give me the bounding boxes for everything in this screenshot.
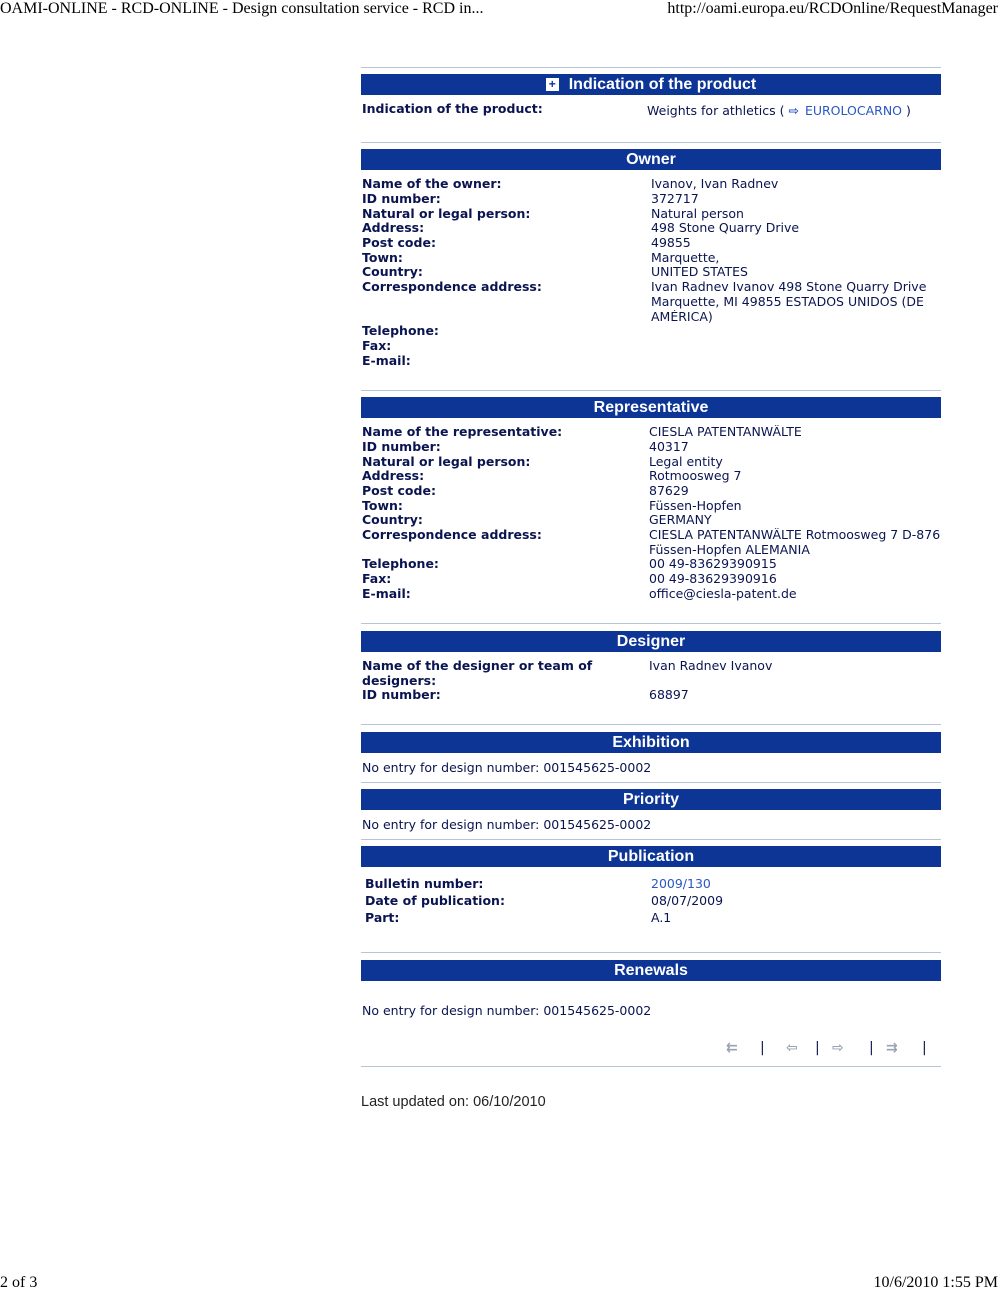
rep-corr-label: Correspondence address: (362, 527, 542, 542)
owner-telephone-label: Telephone: (362, 323, 439, 338)
owner-address: 498 Stone Quarry Drive (651, 221, 800, 235)
designer-id-label: ID number: (362, 687, 441, 702)
rep-name: CIESLA PATENTANWÄLTE (649, 425, 802, 439)
owner-person-label: Natural or legal person: (362, 206, 531, 221)
indication-header[interactable] (361, 74, 941, 95)
owner-fax-label: Fax: (362, 338, 392, 353)
rep-email-label: E-mail: (362, 586, 411, 601)
section-separator (361, 623, 941, 624)
designer-name: Ivan Radnev Ivanov (649, 659, 773, 673)
owner-corr-line1: Ivan Radnev Ivanov 498 Stone Quarry Drive (651, 280, 927, 294)
rep-country: GERMANY (649, 513, 712, 527)
nav-separator: | (869, 1040, 874, 1056)
exhibition-no-entry: No entry for design number: 001545625-0002 (362, 760, 652, 775)
nav-separator: | (815, 1040, 820, 1056)
owner-person: Natural person (651, 207, 744, 221)
indication-title: Indication of the product (568, 76, 757, 93)
print-footer-datetime: 10/6/2010 1:55 PM (873, 1274, 998, 1291)
owner-id-label: ID number: (362, 191, 441, 206)
representative-header: Representative (361, 397, 941, 418)
rep-fax: 00 49-83629390916 (649, 572, 777, 586)
print-header-url: http://oami.europa.eu/RCDOnline/RequestManager (667, 0, 998, 17)
rep-postcode: 87629 (649, 484, 689, 498)
rep-email: office@ciesla-patent.de (649, 587, 797, 601)
previous-page-icon[interactable]: ⇦ (786, 1040, 798, 1056)
print-footer-page: 2 of 3 (0, 1274, 38, 1291)
exhibition-header: Exhibition (361, 732, 941, 753)
indication-close: ) (906, 104, 911, 118)
arrow-right-icon: ⇨ (788, 104, 799, 118)
rep-person-label: Natural or legal person: (362, 454, 531, 469)
owner-name-label: Name of the owner: (362, 176, 502, 191)
owner-header: Owner (361, 149, 941, 170)
rep-id-label: ID number: (362, 439, 441, 454)
owner-country-label: Country: (362, 264, 423, 279)
rep-address-label: Address: (362, 468, 425, 483)
designer-id: 68897 (649, 688, 689, 702)
first-page-icon[interactable]: ⇇ (726, 1040, 738, 1056)
last-page-icon[interactable]: ⇉ (886, 1040, 898, 1056)
owner-town: Marquette, (651, 251, 720, 265)
eurolocarno-link[interactable]: EUROLOCARNO (804, 104, 903, 118)
owner-postcode-label: Post code: (362, 235, 436, 250)
expand-icon[interactable]: + (546, 78, 559, 91)
renewals-no-entry: No entry for design number: 001545625-0002 (362, 1003, 652, 1018)
rep-corr-line2: Füssen-Hopfen ALEMANIA (649, 543, 810, 557)
section-separator (361, 724, 941, 725)
rep-country-label: Country: (362, 512, 423, 527)
part-label: Part: (365, 910, 400, 925)
owner-country: UNITED STATES (651, 265, 748, 279)
designer-header: Designer (361, 631, 941, 652)
owner-address-label: Address: (362, 220, 425, 235)
owner-corr-line2: Marquette, MI 49855 ESTADOS UNIDOS (DE (651, 295, 924, 309)
bulletin-label: Bulletin number: (365, 876, 484, 891)
rep-name-label: Name of the representative: (362, 424, 563, 439)
rep-telephone-label: Telephone: (362, 556, 439, 571)
owner-id: 372717 (651, 192, 699, 206)
priority-header: Priority (361, 789, 941, 810)
publication-header: Publication (361, 846, 941, 867)
nav-separator: | (922, 1040, 927, 1056)
rep-town: Füssen-Hopfen (649, 499, 742, 513)
publication-date: 08/07/2009 (651, 894, 724, 908)
rep-address: Rotmoosweg 7 (649, 469, 742, 483)
owner-postcode: 49855 (651, 236, 691, 250)
designer-name-label-2: designers: (362, 673, 437, 688)
section-separator (361, 782, 941, 783)
rep-id: 40317 (649, 440, 689, 454)
indication-label: Indication of the product: (362, 101, 543, 116)
rep-corr-line1: CIESLA PATENTANWÄLTE Rotmoosweg 7 D-876 (649, 528, 941, 542)
rep-postcode-label: Post code: (362, 483, 436, 498)
owner-name: Ivanov, Ivan Radnev (651, 177, 779, 191)
print-header-title: OAMI-ONLINE - RCD-ONLINE - Design consultation service - RCD in... (0, 0, 484, 17)
pagination-nav (360, 1040, 940, 1056)
designer-name-label-1: Name of the designer or team of (362, 658, 593, 673)
section-separator (361, 952, 941, 953)
renewals-header: Renewals (361, 960, 941, 981)
indication-text: Weights for athletics ( (647, 104, 785, 118)
owner-corr-label: Correspondence address: (362, 279, 542, 294)
section-separator (361, 839, 941, 840)
owner-email-label: E-mail: (362, 353, 411, 368)
section-separator (361, 67, 941, 68)
priority-no-entry: No entry for design number: 001545625-0002 (362, 817, 652, 832)
owner-corr-line3: AMÉRICA) (651, 310, 713, 324)
indication-value (647, 104, 911, 119)
publication-date-label: Date of publication: (365, 893, 505, 908)
rep-telephone: 00 49-83629390915 (649, 557, 777, 571)
rep-town-label: Town: (362, 498, 403, 513)
section-separator (361, 1066, 941, 1067)
rep-fax-label: Fax: (362, 571, 392, 586)
section-separator (361, 142, 941, 143)
part-value: A.1 (651, 911, 672, 925)
owner-town-label: Town: (362, 250, 403, 265)
next-page-icon[interactable]: ⇨ (832, 1040, 844, 1056)
rep-person: Legal entity (649, 455, 723, 469)
last-updated: Last updated on: 06/10/2010 (361, 1094, 546, 1110)
nav-separator: | (760, 1040, 765, 1056)
bulletin-link[interactable]: 2009/130 (651, 877, 711, 891)
section-separator (361, 390, 941, 391)
